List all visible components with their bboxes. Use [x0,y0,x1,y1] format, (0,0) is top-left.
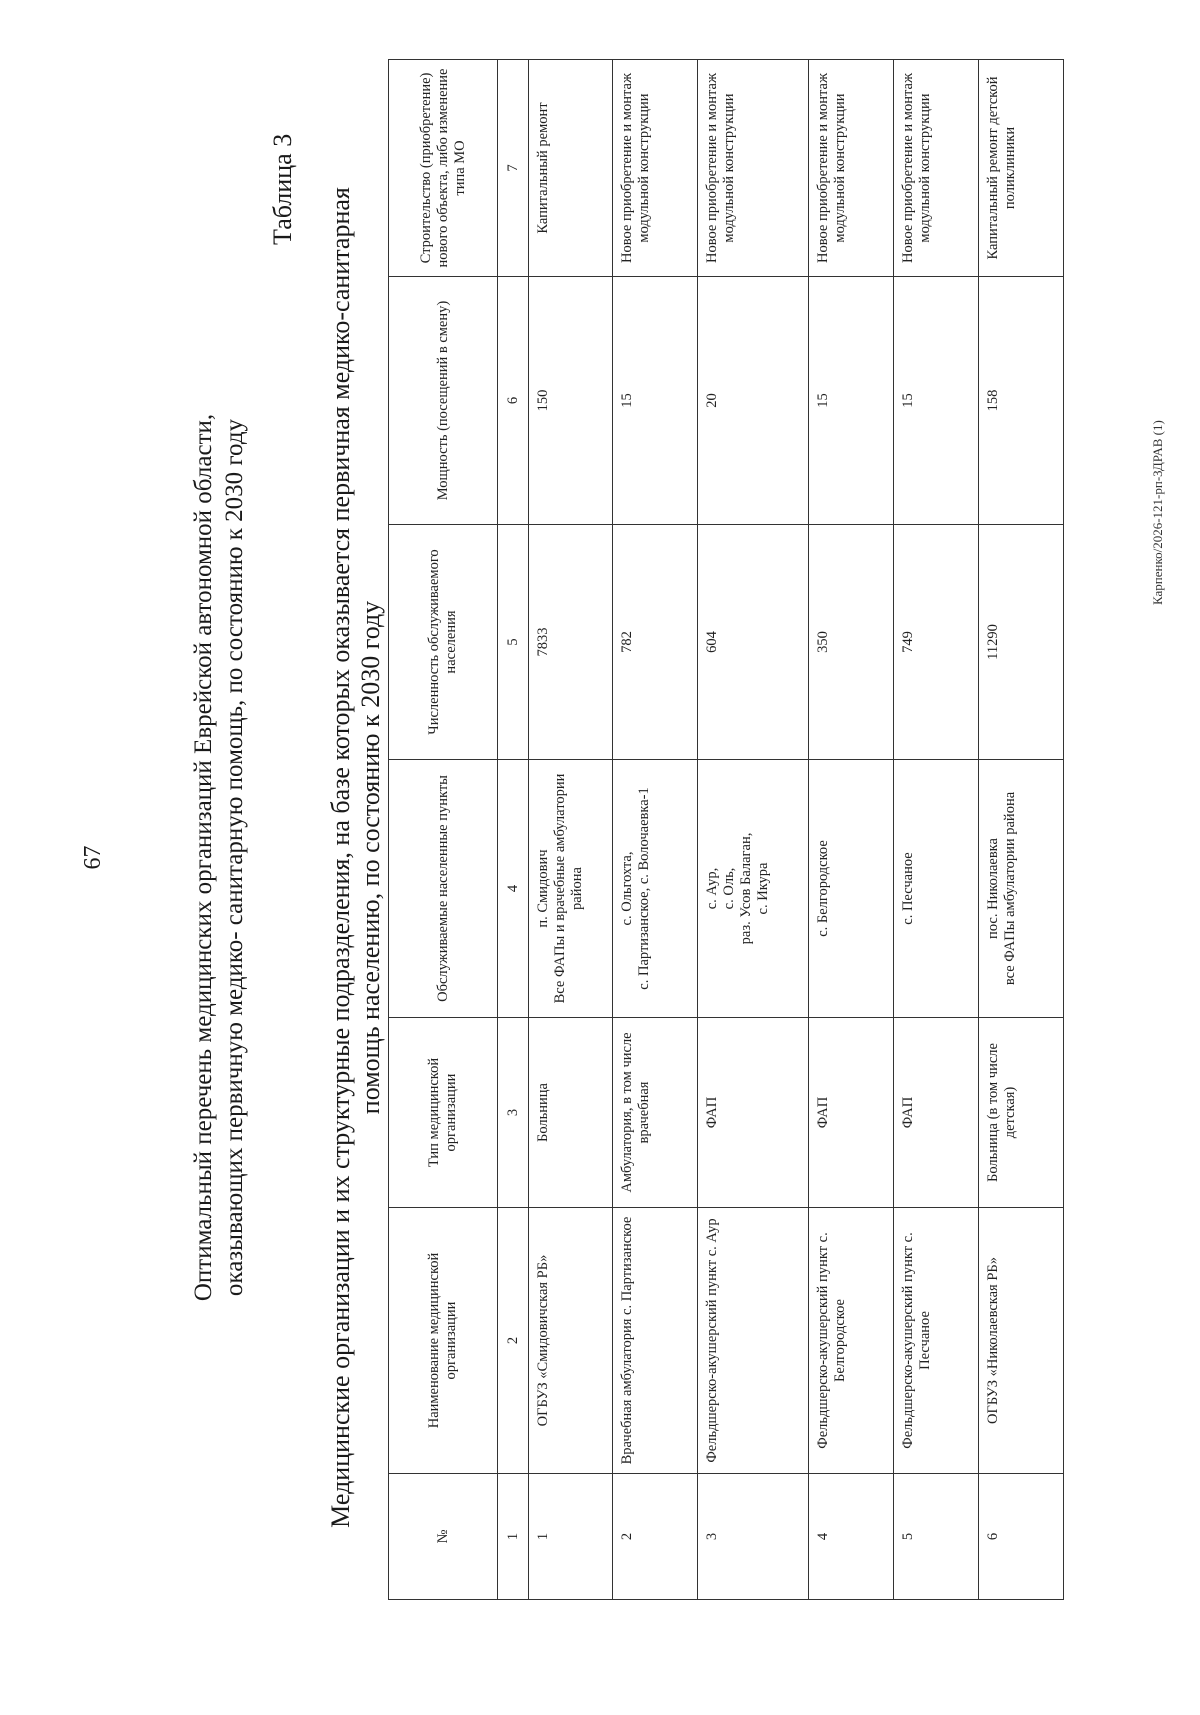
served-settlements: с. Песчаное [894,760,979,1018]
organization-name: Фельдшерско-акушерский пункт с. Аур [698,1208,809,1474]
organization-name: ОГБУЗ «Смидовичская РБ» [529,1208,613,1474]
header-cell: Тип медицинской организации [389,1018,498,1208]
row-number: 2 [613,1474,698,1600]
column-number: 7 [498,60,529,277]
column-number: 5 [498,525,529,760]
served-population: 350 [809,525,894,760]
organization-type: Больница (в том числе детская) [979,1018,1064,1208]
served-population: 604 [698,525,809,760]
document-title-line-1: Оптимальный перечень медицинских организаций Еврейской автономной области, [190,413,217,1302]
column-number: 1 [498,1474,529,1600]
served-population: 11290 [979,525,1064,760]
construction-plan: Капитальный ремонт детской поликлиники [979,60,1064,277]
header-cell: Строительство (приобретение) нового объекта, либо изменение типа МО [389,60,498,277]
organization-name: ОГБУЗ «Николаевская РБ» [979,1208,1064,1474]
header-cell: № [389,1474,498,1600]
capacity: 20 [698,277,809,525]
capacity: 15 [894,277,979,525]
construction-plan: Новое приобретение и монтаж модульной конструкции [809,60,894,277]
table-header-row [389,60,498,1600]
served-settlements: п. Смидович Все ФАПы и врачебные амбулатории района [529,760,613,1018]
document-footer: Карпенко/2026-121-рп-ЗДРАВ (1) [1150,420,1165,605]
row-number: 5 [894,1474,979,1600]
table-row [809,60,894,1600]
column-number: 2 [498,1208,529,1474]
column-number: 4 [498,760,529,1018]
table-label: Таблица 3 [268,133,297,245]
column-number: 3 [498,1018,529,1208]
table-title-line-2: помощь населению, по состоянию к 2030 году [356,600,385,1115]
construction-plan: Новое приобретение и монтаж модульной конструкции [894,60,979,277]
row-number: 4 [809,1474,894,1600]
table-row [529,60,613,1600]
organization-type: Амбулатория, в том числе врачебная [613,1018,698,1208]
served-population: 782 [613,525,698,760]
organization-name: Фельдшерско-акушерский пункт с. Песчаное [894,1208,979,1474]
capacity: 158 [979,277,1064,525]
table-title [326,0,386,1715]
row-number: 3 [698,1474,809,1600]
organization-type: ФАП [894,1018,979,1208]
served-settlements: с. Белгородское [809,760,894,1018]
medical-organizations-table [388,59,1064,1600]
capacity: 15 [613,277,698,525]
organization-type: ФАП [809,1018,894,1208]
header-cell: Обслуживаемые населенные пункты [389,760,498,1018]
table-row [979,60,1064,1600]
construction-plan: Новое приобретение и монтаж модульной конструкции [698,60,809,277]
construction-plan: Новое приобретение и монтаж модульной конструкции [613,60,698,277]
table-title-line-1: Медицинские организации и их структурные подразделения, на базе которых оказывается первичная медико-санитарная [326,187,355,1528]
table-row [613,60,698,1600]
served-settlements: с. Аур, с. Оль, раз. Усов Балаган, с. Икура [698,760,809,1018]
served-settlements: с. Ольгохта, с. Партизанское, с. Волочаевка-1 [613,760,698,1018]
page-number: 67 [80,845,106,870]
organization-name: Фельдшерско-акушерский пункт с. Белгородское [809,1208,894,1474]
served-population: 7833 [529,525,613,760]
table-row [698,60,809,1600]
table-row [894,60,979,1600]
header-cell: Численность обслуживаемого населения [389,525,498,760]
construction-plan: Капитальный ремонт [529,60,613,277]
header-cell: Наименование медицинской организации [389,1208,498,1474]
organization-type: ФАП [698,1018,809,1208]
organization-type: Больница [529,1018,613,1208]
row-number: 6 [979,1474,1064,1600]
served-settlements: пос. Николаевка все ФАПы амбулатории района [979,760,1064,1018]
document-title-line-2: оказывающих первичную медико- санитарную помощь, по состоянию к 2030 году [221,418,248,1297]
organization-name: Врачебная амбулатория с. Партизанское [613,1208,698,1474]
served-population: 749 [894,525,979,760]
document-title [188,0,250,1715]
capacity: 15 [809,277,894,525]
column-number-row [498,60,529,1600]
header-cell: Мощность (посещений в смену) [389,277,498,525]
capacity: 150 [529,277,613,525]
row-number: 1 [529,1474,613,1600]
column-number: 6 [498,277,529,525]
